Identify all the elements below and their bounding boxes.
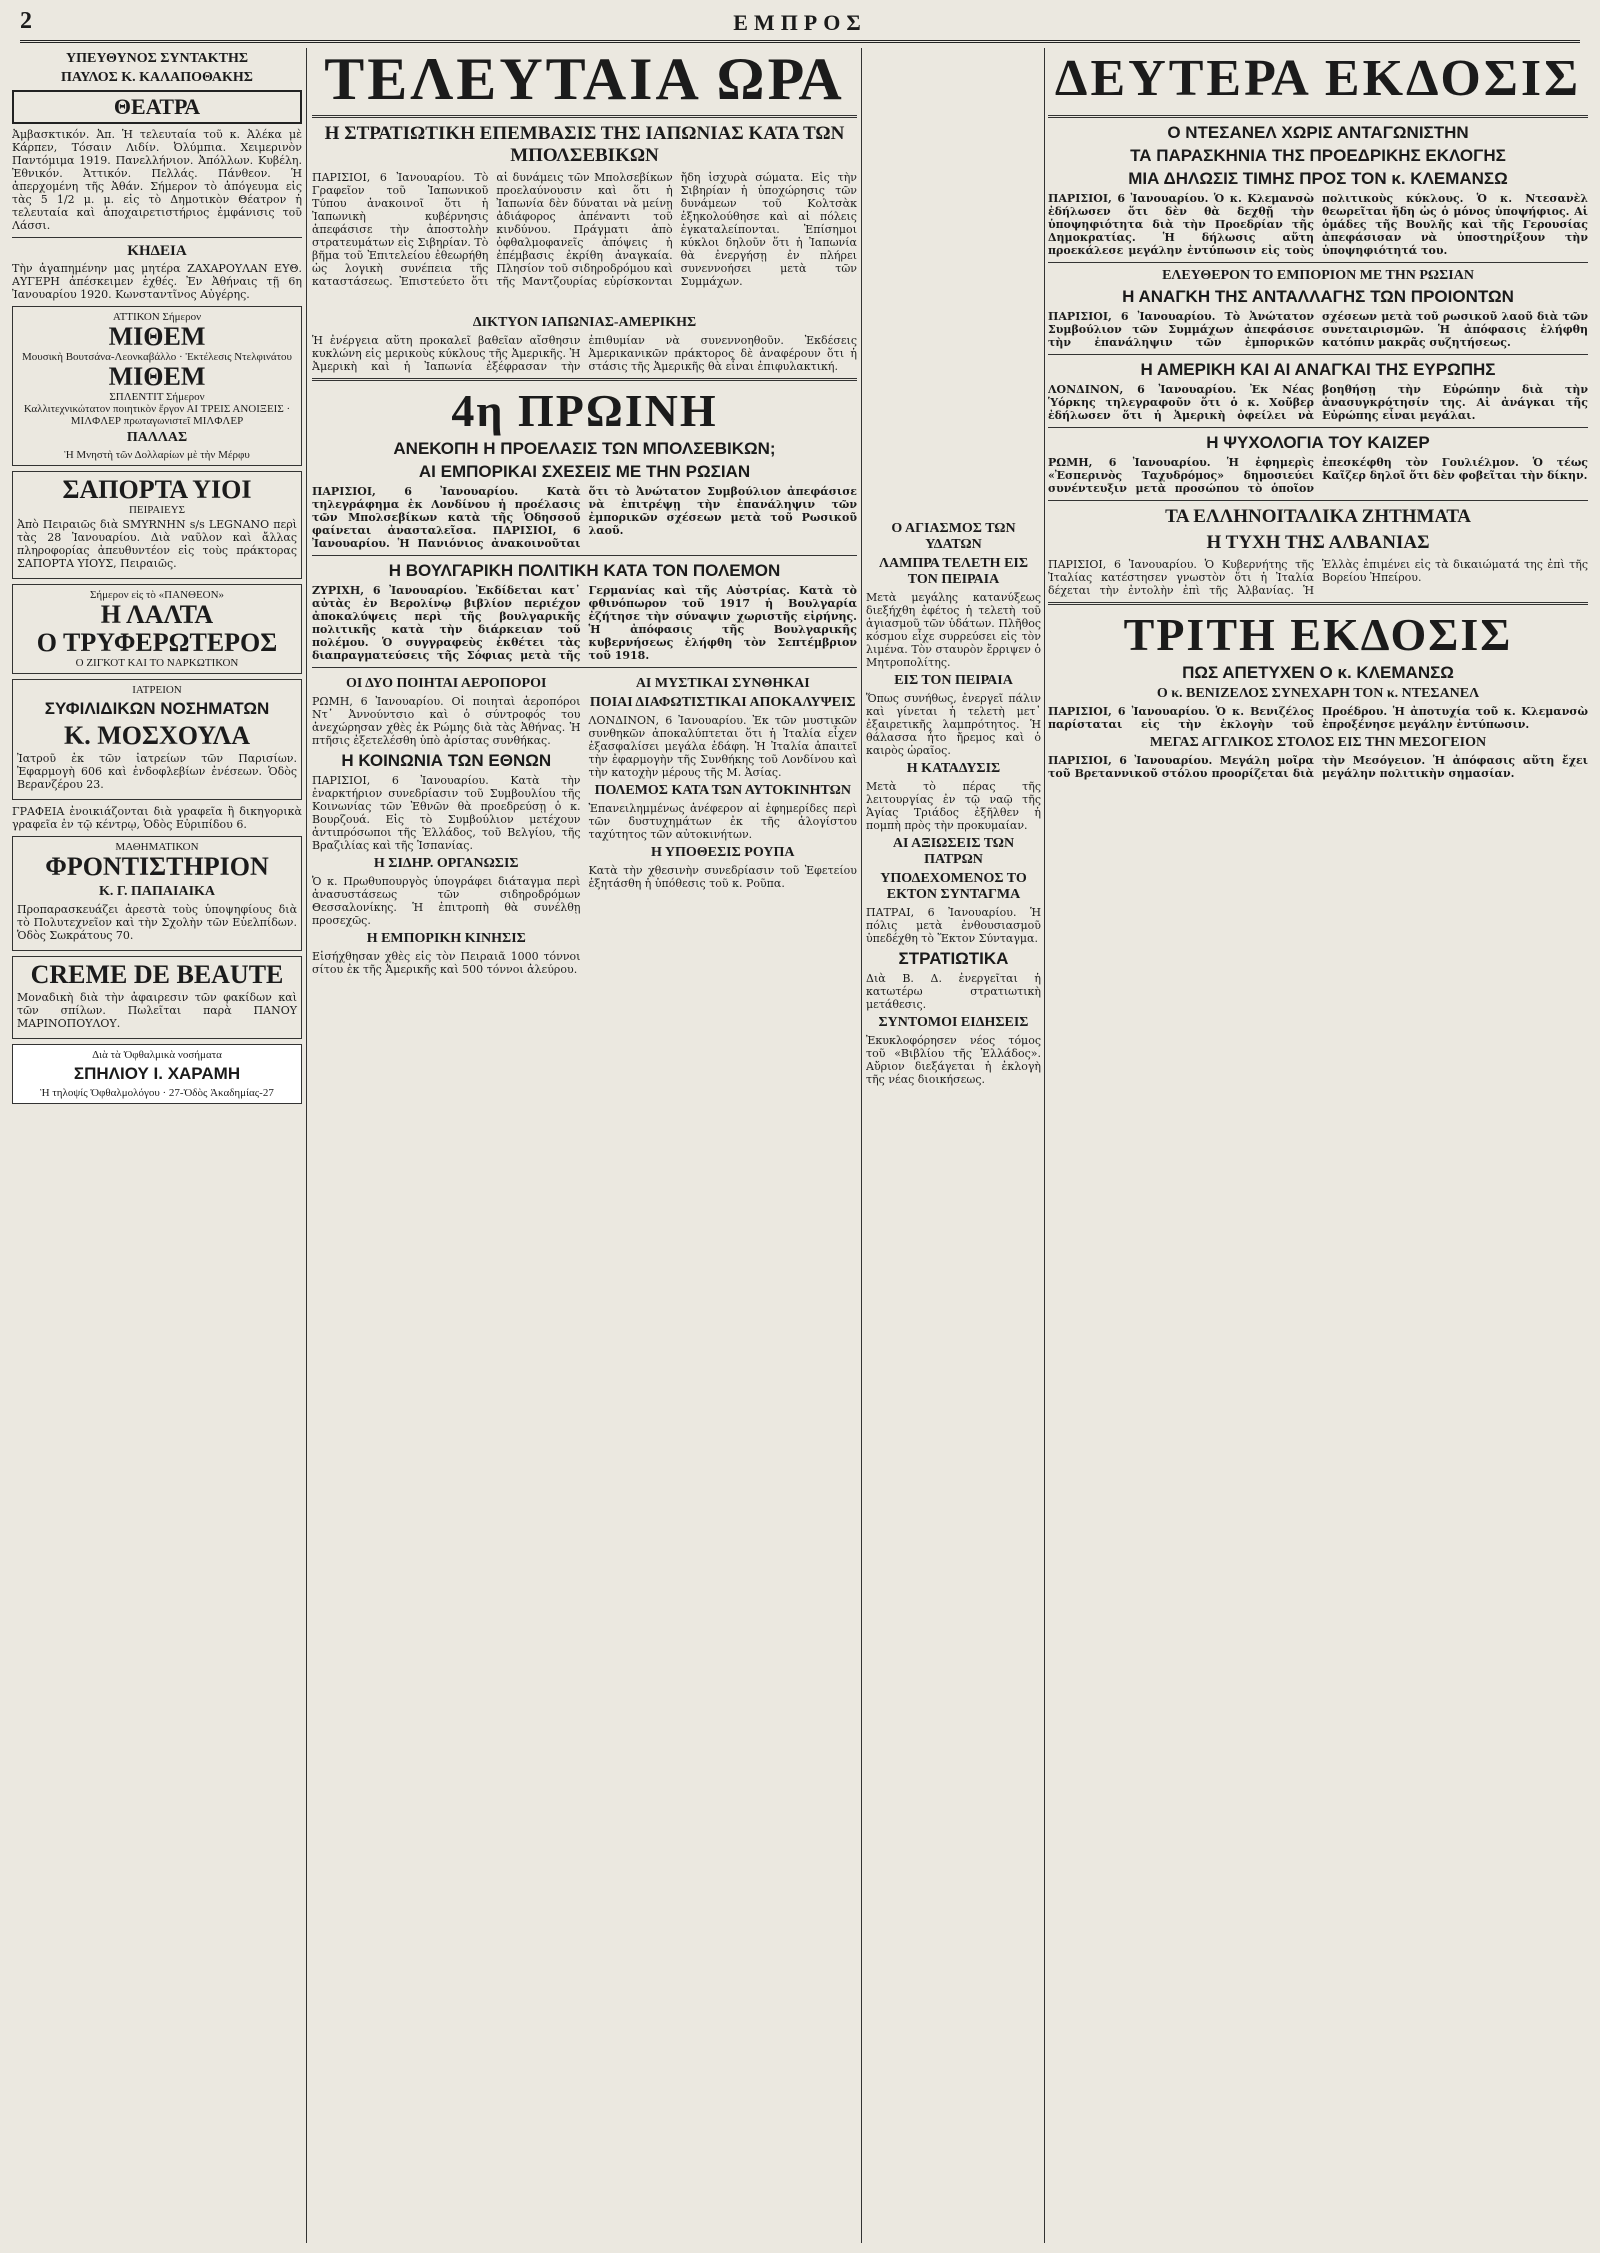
- sapporta-title: ΣΑΠΟΡΤΑ ΥΙΟΙ: [62, 475, 252, 504]
- masthead: [20, 8, 1580, 43]
- ophth-name: ΣΠΗΛΙΟΥ Ι. ΧΑΡΑΜΗ: [73, 1064, 241, 1083]
- boulg-headline: Η ΒΟΥΛΓΑΡΙΚΗ ΠΟΛΙΤΙΚΗ ΚΑΤΑ ΤΟΝ ΠΟΛΕΜΟΝ: [388, 561, 781, 580]
- creme-title: CREME DE BEAUTE: [30, 960, 284, 989]
- trif-sub: Ο ΖΙΓΚΟΤ ΚΑΙ ΤΟ ΝΑΡΚΩΤΙΚΟΝ: [75, 657, 239, 669]
- patron-headline: ΑΙ ΑΞΙΩΣΕΙΣ ΤΩΝ ΠΑΤΡΩΝ: [892, 836, 1015, 867]
- attikon-ad: [12, 306, 302, 466]
- lead-headline: Η ΣΤΡΑΤΙΩΤΙΚΗ ΕΠΕΜΒΑΣΙΣ ΤΗΣ ΙΑΠΩΝΙΑΣ ΚΑΤΑ ΤΩΝ ΜΠΟΛΣΕΒΙΚΩΝ: [324, 123, 845, 166]
- rus-text: ΠΑΡΙΣΙΟΙ, 6 Ἰανουαρίου. Τὸ Ἀνώτατον Συμβούλιον τῶν Συμμάχων ἀπεφάσισε τὴν ἐπανάληψιν τῶν ἐμπορικῶν σχέσεων μετὰ τοῦ ρωσικοῦ λαοῦ διὰ τῶν συνεταιρισμῶν. Ἡ ἀπόφασις ἐλήφθη κατόπιν μακρᾶς συζητήσεως.: [1048, 310, 1588, 349]
- pallas-text: Ἡ Μνηστὴ τῶν Δολλαρίων μὲ τὴν Μέρφυ: [64, 449, 250, 461]
- last-hour-title: ΤΕΛΕΥΤΑΙΑ ΩΡΑ: [324, 48, 845, 112]
- peiraia-headline: ΕΙΣ ΤΟΝ ΠΕΙΡΑΙΑ: [894, 673, 1013, 688]
- editor-label: ΥΠΕΥΘΥΝΟΣ ΣΥΝΤΑΚΤΗΣ: [66, 51, 248, 66]
- second-edition-title: ΔΕΥΤΕΡΑ ΕΚΔΟΣΙΣ: [1054, 50, 1582, 107]
- theatres-text: Ἀμβασκτικόν. Ἀπ. Ἡ τελευταία τοῦ κ. Ἀλέκα μὲ Κάρπεν, Τόσαιν Λιδίν. Ὀλύμπια. Χειμερινὸν Παντόμιμα 1919. Πανελλήνιον. Ἀπόλλων. Κυβέλη. Ἐθνικόν. Ἀττικόν. Πελλάς. Πάνθεον. Ἡ ἀπερχομένη τῆς Ἀθάν. Σήμερον τὸ ἀπόγευμα εἰς τὰς 5 1/2 μ. μ. εἰς τὸ Δημοτικὸν Θέατρον ἡ τελευταία καὶ ἀποχαιρετιστήριος ἐμφάνισις τοῦ Λάσσι.: [12, 128, 302, 232]
- editor-name: ΠΑΥΛΟΣ Κ. ΚΑΛΑΠΟΘΑΚΗΣ: [61, 70, 253, 85]
- sapporta-ad: [12, 471, 302, 579]
- koinonia-text: ΠΑΡΙΣΙΟΙ, 6 Ἰανουαρίου. Κατὰ τὴν ἐναρκτήριον συνεδρίασιν τοῦ Συμβουλίου τῆς Κοινωνίας τῶν Ἐθνῶν θὰ προεδρεύσῃ ὁ κ. Βουρζουά. Εἰς τὸ Συμβούλιον μετέχουν ἀντιπρόσωποι τῆς Ἑλλάδος, τοῦ Βελγίου, τῆς Βραζιλίας καὶ τῆς Ἱσπανίας.: [312, 774, 581, 852]
- poets-text: ΡΩΜΗ, 6 Ἰανουαρίου. Οἱ ποιηταὶ ἀεροπόροι Ντ᾿ Ἀννούντσιο καὶ ὁ σύντροφός του ἀνεχώρησαν χθὲς ἐκ Ρώμης διὰ τὰς Ἀθήνας. Ἡ πτῆσις ἐξετελέσθη ὑπὸ ἀρίστας συνθήκας.: [312, 695, 581, 747]
- katadysis-headline: Η ΚΑΤΑΔΥΣΙΣ: [906, 761, 1001, 776]
- boulg-text: ΖΥΡΙΧΗ, 6 Ἰανουαρίου. Ἐκδίδεται κατ᾿ αὐτὰς ἐν Βερολίνῳ βιβλίον περιέχον ἀποκαλύψεις περὶ τῆς βουλγαρικῆς πολιτικῆς κατὰ τὴν διάρκειαν τοῦ πολέμου. Ὁ συγγραφεὺς ἐκθέτει τὰς διαπραγματεύσεις τῆς Σόφιας μετὰ τῆς Γερμανίας καὶ τῆς Αὐστρίας. Κατὰ τὸ φθινόπωρον τοῦ 1917 ἡ Βουλγαρία ἐζήτησε τὴν σύναψιν χωριστῆς εἰρήνης. Ἡ ἀπόφασις τῆς Βουλγαρικῆς κυβερνήσεως ἐλήφθη τὸν Σεπτέμβριον τοῦ 1918.: [312, 584, 857, 662]
- italika-headline: ΤΑ ΕΛΛΗΝΟΙΤΑΛΙΚΑ ΖΗΤΗΜΑΤΑ: [1165, 506, 1471, 527]
- kinisis-text: Εἰσήχθησαν χθὲς εἰς τὸν Πειραιᾶ 1000 τόννοι σίτου ἐκ τῆς Ἀμερικῆς καὶ 500 τόννοι ἀλεύρου.: [312, 950, 581, 976]
- ophth-text: Ἡ τηλοψίς Ὀφθαλμολόγου · 27-Ὁδὸς Ἀκαδημίας-27: [40, 1087, 274, 1099]
- third-edition-title: ΤΡΙΤΗ ΕΚΔΟΣΙΣ: [1123, 609, 1513, 660]
- peiraia-text: Ὅπως συνήθως, ἐνεργεῖ πάλιν καὶ γίνεται ἡ τελετὴ μετ᾿ ἐξαιρετικῆς λαμπρότητος. Ἡ θάλασσα ἦτο ἤρεμος καὶ ὁ καιρὸς ὡραῖος.: [866, 692, 1041, 757]
- frontist-title: ΦΡΟΝΤΙΣΤΗΡΙΟΝ: [45, 852, 269, 881]
- agiasmos-text: Μετὰ μεγάλης κατανύξεως διεξήχθη ἐφέτος ἡ τελετὴ τοῦ ἁγιασμοῦ τῶν ὑδάτων. Πλῆθος κόσμου εἶχε συρρεύσει εἰς τὸν λιμένα. Τὸν σταυρὸν ἔρριψεν ὁ Μητροπολίτης.: [866, 591, 1041, 669]
- paper-name: ΕΜΠΡΟΣ: [733, 10, 867, 35]
- poets-headline: ΟΙ ΔΥΟ ΠΟΙΗΤΑΙ ΑΕΡΟΠΟΡΟΙ: [346, 676, 547, 691]
- attikon-text: Μουσικὴ Βουτσάνα-Λεονκαβάλλο · Ἐκτέλεσις Ντελφινάτου: [22, 351, 292, 363]
- sidir-headline: Η ΣΙΔΗΡ. ΟΡΓΑΝΩΣΙΣ: [373, 856, 519, 871]
- doctor-name: Κ. ΜΟΣΧΟΥΛΑ: [63, 721, 251, 750]
- polemos-text: Ἐπανειλημμένως ἀνέφερον αἱ ἐφημερίδες περὶ τῶν δυστυχημάτων ἐκ τῆς ἀλογίστου ταχύτητος τῶν αὐτοκινήτων.: [588, 802, 857, 841]
- rus-headline: ΕΛΕΥΘΕΡΟΝ ΤΟ ΕΜΠΟΡΙΟΝ ΜΕ ΤΗΝ ΡΩΣΙΑΝ: [1162, 268, 1474, 283]
- strat-headline: ΣΤΡΑΤΙΩΤΙΚΑ: [898, 949, 1009, 968]
- third-text: ΠΑΡΙΣΙΟΙ, 6 Ἰανουαρίου. Ὁ κ. Βενιζέλος παρίσταται εἰς τὴν ἐκλογὴν τοῦ Προέδρου. Ἡ ἀποτυχία τοῦ κ. Κλεμανσὼ ἐπροξένησε μεγάλην ἐντύπωσιν.: [1048, 705, 1588, 731]
- attikon-title: ΜΙΘΕΜ: [108, 322, 206, 351]
- frontist-name: Κ. Γ. ΠΑΠΑΙΑΙΚΑ: [98, 884, 216, 899]
- right-column: [1048, 48, 1588, 2243]
- right-text1: ΠΑΡΙΣΙΟΙ, 6 Ἰανουαρίου. Ὁ κ. Κλεμανσὼ ἐδήλωσεν ὅτι δὲν θὰ δεχθῇ τὴν ὑποψηφιότητα διὰ τὴν Προεδρίαν τῆς Δημοκρατίας. Ἡ δήλωσις αὕτη προεκάλεσε μεγάλην ἐντύπωσιν εἰς τοὺς πολιτικοὺς κύκλους. Ὁ κ. Ντεσανὲλ θεωρεῖται ἤδη ὡς ὁ μόνος ὑποψήφιος. Αἱ ὁμάδες τῆς Βουλῆς καὶ τῆς Γερουσίας ἀπεφάσισαν νὰ ὑποστηρίξουν τὴν ὑποψηφιότητά του.: [1048, 192, 1588, 257]
- mystikai-headline: ΑΙ ΜΥΣΤΙΚΑΙ ΣΥΝΘΗΚΑΙ: [635, 676, 810, 691]
- middle-column: [866, 48, 1041, 2243]
- proini-sub: ΑΝΕΚΟΠΗ Η ΠΡΟΕΛΑΣΙΣ ΤΩΝ ΜΠΟΛΣΕΒΙΚΩΝ;: [393, 439, 776, 458]
- rouba-text: Κατὰ τὴν χθεσινὴν συνεδρίασιν τοῦ Ἐφετείου ἐξητάσθη ἡ ὑπόθεσις τοῦ κ. Ροῦπα.: [588, 864, 857, 890]
- frontist-label: ΜΑΘΗΜΑΤΙΚΟΝ: [115, 841, 199, 853]
- polemos-headline: ΠΟΛΕΜΟΣ ΚΑΤΑ ΤΩΝ ΑΥΤΟΚΙΝΗΤΩΝ: [594, 783, 851, 798]
- funeral-text: Τὴν ἀγαπημένην μας μητέρα ΖΑΧΑΡΟΥΛΑΝ ΕΥΘ. ΑΥΓΕΡΗ ἀπέσκειμεν ἐχθές. Ἐν Ἀθήναις τῇ 6η Ἰανουαρίου 1920. Κωνσταντῖνος Αὐγέρης.: [12, 262, 302, 301]
- ophth-label: Διὰ τὰ Ὀφθαλμικὰ νοσήματα: [92, 1049, 222, 1061]
- patron-sub: ΥΠΟΔΕΧΟΜΕΝΟΣ ΤΟ ΕΚΤΟΝ ΣΥΝΤΑΓΜΑ: [880, 871, 1027, 902]
- amer-headline: Η ΑΜΕΡΙΚΗ ΚΑΙ ΑΙ ΑΝΑΓΚΑΙ ΤΗΣ ΕΥΡΩΠΗΣ: [1140, 360, 1496, 379]
- third-h2: Ο κ. ΒΕΝΙΖΕΛΟΣ ΣΥΝΕΧΑΡΗ ΤΟΝ κ. ΝΤΕΣΑΝΕΛ: [1156, 686, 1480, 701]
- sidir-text: Ὁ κ. Πρωθυπουργὸς ὑπογράφει διάταγμα περὶ ἀνασυστάσεως τῶν σιδηροδρόμων Θεσσαλονίκης. Ἡ ἐπιτροπὴ θὰ συνέλθῃ προσεχῶς.: [312, 875, 581, 927]
- splendid-text: Καλλιτεχνικώτατον ποιητικὸν ἔργον ΑΙ ΤΡΕΙΣ ΑΝΟΙΞΕΙΣ · ΜΙΛΦΛΕΡ πρωταγωνιστεῖ ΜΙΛΦΛΕΡ: [23, 403, 291, 427]
- doctor-text: Ἰατροῦ ἐκ τῶν ἰατρείων τῶν Παρισίων. Ἐφαρμογὴ 606 καὶ ἐνδοφλεβίων ἐνέσεων. Ὁδὸς Βερανζέρου 23.: [17, 752, 297, 791]
- mystikai-sub: ΠΟΙΑΙ ΔΙΑΦΩΤΙΣΤΙΚΑΙ ΑΠΟΚΑΛΥΨΕΙΣ: [589, 695, 856, 710]
- diktoun-text: Ἡ ἐνέργεια αὕτη προκαλεῖ βαθεῖαν αἴσθησιν κυκλώνη εἰς μερικοὺς κύκλους τῆς Ἀμερικῆς. Ἡ Ἀμερικὴ καὶ ἡ Ἰαπωνία ἐξέφρασαν τὴν ἐπιθυμίαν νὰ συνεννοηθοῦν. Ἐκδέσεις Ἀμερικανικῶν πράκτορος δὲ ἀναφέρουν ὅτι ἡ στάσις τῆς Ἀμερικῆς θὰ εἶναι ἐπιφυλακτική.: [312, 334, 857, 373]
- amer-text: ΛΟΝΔΙΝΟΝ, 6 Ἰανουαρίου. Ἐκ Νέας Ὑόρκης τηλεγραφοῦν ὅτι ὁ κ. Χοῦβερ ἐδήλωσεν ὅτι ἡ Ἀμερικὴ ὀφείλει νὰ βοηθήσῃ τὴν Εὐρώπην διὰ τὴν ἀνασυγκρότησίν της. Αἱ ἀνάγκαι τῆς Εὐρώπης εἶναι μεγάλαι.: [1048, 383, 1588, 422]
- kaiser-headline: Η ΨΥΧΟΛΟΓΙΑ ΤΟΥ ΚΑΙΖΕΡ: [1206, 433, 1430, 452]
- attikon-label: ΑΤΤΙΚΟΝ Σήμερον: [112, 311, 202, 323]
- diktoun-headline: ΔΙΚΤΥΟΝ ΙΑΠΩΝΙΑΣ-ΑΜΕΡΙΚΗΣ: [472, 315, 697, 330]
- clinic-title: ΣΥΦΙΛΙΔΙΚΩΝ ΝΟΣΗΜΑΤΩΝ: [44, 699, 270, 718]
- theatres-title: ΘΕΑΤΡΑ: [12, 90, 302, 124]
- right-h1: Ο ΝΤΕΣΑΝΕΛ ΧΩΡΙΣ ΑΝΤΑΓΩΝΙΣΤΗΝ: [1167, 123, 1469, 142]
- frontist-ad: [12, 836, 302, 951]
- sapporta-sub: ΠΕΙΡΑΙΕΥΣ: [128, 504, 186, 516]
- kaiser-text: ΡΩΜΗ, 6 Ἰανουαρίου. Ἡ ἐφημερὶς «Ἐσπερινὸς Ταχυδρόμος» δημοσιεύει συνέντευξιν μετὰ προσώπου τὸ ὁποῖον ἐπεσκέφθη τὸν Γουλιέλμον. Ὁ τέως Καῖζερ δηλοῖ ὅτι δὲν φοβεῖται τὴν δίκην.: [1048, 456, 1588, 495]
- alvania-text: ΠΑΡΙΣΙΟΙ, 6 Ἰανουαρίου. Ὁ Κυβερνήτης τῆς Ἰταλίας κατέστησεν γνωστὸν ὅτι ἡ Ἰταλία δέχεται τὴν ἐντολὴν ἐπὶ τῆς Ἀλβανίας. Ἡ Ἑλλὰς ἐπιμένει εἰς τὰ δικαιώματά της ἐπὶ τῆς Βορείου Ἠπείρου.: [1048, 558, 1588, 597]
- frontist-text: Προπαρασκευάζει ἀρεστὰ τοὺς ὑποψηφίους διὰ τὸ Πολυτεχνεῖον καὶ τὴν Σχολὴν τῶν Εὐελπίδων. Ὁδὸς Σωκράτους 70.: [17, 903, 297, 942]
- lead-text: ΠΑΡΙΣΙΟΙ, 6 Ἰανουαρίου. Τὸ Γραφεῖον τοῦ Ἰαπωνικοῦ Τύπου ἀνακοινοῖ ὅτι ἡ Ἰαπωνικὴ κυβέρνησις ἀπεφάσισε τὴν ἀποστολὴν στρατευμάτων εἰς Σιβηρίαν. Τὸ βῆμα τοῦ Ἐπιτελείου ἐθεωρήθη ὡς λογικὴ συνέπεια τῆς καταστάσεως. Ἐπιστεύετο ὅτι αἱ δυνάμεις τῶν Μπολσεβίκων προελαύνουσιν καὶ ὅτι ἡ Ἰαπωνία δὲν δύναται νὰ μείνῃ ἀδιάφορος ἀπέναντι τοῦ κινδύνου. Πράγματι ἀπὸ ὀφθαλμοφανεῖς ἀπόψεις ἡ ἐπέμβασις ἐκρίθη ἀναγκαία. Πλησίον τοῦ σιδηροδρόμου καὶ τῆς Μαντζουρίας εὑρίσκονται ἤδη ἰσχυρὰ σώματα. Εἰς τὴν Σιβηρίαν ἡ ὑποχώρησις τῶν δυνάμεων τοῦ Κολτσὰκ ἐξηκολούθησε καὶ αἱ πόλεις ἐγκαταλείπονται. Ἐπίσημοι κύκλοι δηλοῦν ὅτι ἡ Ἰαπωνία θὰ ἐνεργήσῃ ἐν πλήρει συνεννοήσει μετὰ τῶν Συμμάχων.: [312, 171, 857, 288]
- third-h1: ΠΩΣ ΑΠΕΤΥΧΕΝ Ο κ. ΚΛΕΜΑΝΣΩ: [1182, 663, 1454, 682]
- patron-text: ΠΑΤΡΑΙ, 6 Ἰανουαρίου. Ἡ πόλις μετὰ ἐνθουσιασμοῦ ὑπεδέχθη τὸ Ἕκτον Σύνταγμα.: [866, 906, 1041, 945]
- trif-title: Ο ΤΡΥΦΕΡΩΤΕΡΟΣ: [36, 628, 278, 657]
- ophth-ad: [12, 1044, 302, 1104]
- funeral-title: ΚΗΔΕΙΑ: [127, 243, 187, 259]
- proini-title: 4η ΠΡΩΙΝΗ: [451, 385, 718, 436]
- page-number: 2: [20, 8, 32, 34]
- splendid-label: ΣΠΛΕΝΤΙΤ Σήμερον: [109, 391, 205, 403]
- pantheon-label: Σήμερον εἰς τὸ «ΠΑΝΘΕΟΝ»: [89, 589, 225, 601]
- creme-text: Μοναδικὴ διὰ τὴν ἀφαιρεσιν τῶν φακίδων καὶ τῶν σπίλων. Πωλεῖται παρὰ ΠΑΝΟΥ ΜΑΡΙΝΟΠΟΥΛΟΥ.: [17, 991, 297, 1030]
- strat-text: Διὰ Β. Δ. ἐνεργεῖται ἡ κατωτέρω στρατιωτικὴ μετάθεσις.: [866, 972, 1041, 1011]
- creme-ad: [12, 956, 302, 1039]
- clinic-label: ΙΑΤΡΕΙΟΝ: [132, 684, 182, 696]
- lalta-title: Η ΛΑΛΤΑ: [100, 600, 214, 629]
- koinonia-headline: Η ΚΟΙΝΩΝΙΑ ΤΩΝ ΕΘΝΩΝ: [341, 751, 552, 770]
- rouba-headline: Η ΥΠΟΘΕΣΙΣ ΡΟΥΠΑ: [651, 845, 795, 860]
- left-column: [12, 48, 302, 2243]
- kinisis-headline: Η ΕΜΠΟΡΙΚΗ ΚΙΝΗΣΙΣ: [366, 931, 526, 946]
- pallas-label: ΠΑΛΛΑΣ: [126, 430, 188, 445]
- attikon-title-2: ΜΙΘΕΜ: [108, 362, 206, 391]
- emporikai-text: ΠΑΡΙΣΙΟΙ, 6 Ἰανουαρίου. Κατὰ τηλεγράφημα ἐκ Λονδίνου ἡ προέλασις τῶν Μπολσεβίκων κατὰ τῆς Ὁδησσοῦ φαίνεται ἀνασταλεῖσα. ΠΑΡΙΣΙΟΙ, 6 Ἰανουαρίου. Ἡ Πανιόνιος ἀνακοινοῦται ὅτι τὸ Ἀνώτατον Συμβούλιον ἀπεφάσισε νὰ ἐπιτρέψῃ τὴν ἐπανάληψιν τῶν ἐμπορικῶν σχέσεων μετὰ τοῦ Ρωσικοῦ λαοῦ.: [312, 485, 857, 550]
- agiasmos-headline: Ο ΑΓΙΑΣΜΟΣ ΤΩΝ ΥΔΑΤΩΝ: [891, 521, 1016, 552]
- pantheon-ad: [12, 584, 302, 674]
- clinic-ad: [12, 679, 302, 800]
- eid-text: Ἐκυκλοφόρησεν νέος τόμος τοῦ «Βιβλίου τῆς Ἑλλάδος». Αὔριον διεξάγεται ἡ ἐκλογὴ τῆς νέας διοικήσεως.: [866, 1034, 1041, 1086]
- eid-headline: ΣΥΝΤΟΜΟΙ ΕΙΔΗΣΕΙΣ: [878, 1015, 1029, 1030]
- emporikai-headline: ΑΙ ΕΜΠΟΡΙΚΑΙ ΣΧΕΣΕΙΣ ΜΕ ΤΗΝ ΡΩΣΙΑΝ: [418, 462, 751, 481]
- sapporta-text: Ἀπὸ Πειραιῶς διὰ SMYRNHN s/s LEGNANO περὶ τὰς 28 Ἰανουαρίου. Διὰ ναῦλον καὶ ἄλλας πληροφορίας ἀπευθυντέον εἰς τοὺς πράκτορας ΣΑΠΟΡΤΑ ΥΙΟΥΣ, Πειραιῶς.: [17, 518, 297, 570]
- stolos-text: ΠΑΡΙΣΙΟΙ, 6 Ἰανουαρίου. Μεγάλη μοῖρα τοῦ Βρεταννικοῦ στόλου προορίζεται διὰ τὴν Μεσόγειον. Ἡ ἀπόφασις αὕτη ἔχει μεγάλην πολιτικὴν σημασίαν.: [1048, 754, 1588, 780]
- katadysis-text: Μετὰ τὸ πέρας τῆς λειτουργίας ἐν τῷ ναῷ τῆς Ἁγίας Τριάδος ἐξῆλθεν ἡ πομπὴ πρὸς τὴν προκυμαίαν.: [866, 780, 1041, 832]
- center-column: [312, 48, 857, 2243]
- mystikai-text: ΛΟΝΔΙΝΟΝ, 6 Ἰανουαρίου. Ἐκ τῶν μυστικῶν συνθηκῶν ἀποκαλύπτεται ὅτι ἡ Ἰταλία εἶχεν ἐξασφαλίσει μεγάλα ἐδάφη. Ἡ Ἰταλία ἀπαιτεῖ τὴν ἐφαρμογὴν τῆς Συνθήκης τοῦ Λονδίνου καὶ τὴν κατοχὴν μέρους τῆς Μ. Ἀσίας.: [588, 714, 857, 779]
- stolos-headline: ΜΕΓΑΣ ΑΓΓΛΙΚΟΣ ΣΤΟΛΟΣ ΕΙΣ ΤΗΝ ΜΕΣΟΓΕΙΟΝ: [1149, 735, 1487, 750]
- rus-sub: Η ΑΝΑΓΚΗ ΤΗΣ ΑΝΤΑΛΛΑΓΗΣ ΤΩΝ ΠΡΟΙΟΝΤΩΝ: [1122, 287, 1514, 306]
- right-h3: ΜΙΑ ΔΗΛΩΣΙΣ ΤΙΜΗΣ ΠΡΟΣ ΤΟΝ κ. ΚΛΕΜΑΝΣΩ: [1128, 169, 1508, 188]
- offices-text: ΓΡΑΦΕΙΑ ἐνοικιάζονται διὰ γραφεῖα ἢ δικηγορικὰ γραφεῖα ἐν τῷ κέντρῳ, Ὁδὸς Εὐριπίδου 6.: [12, 805, 302, 831]
- agiasmos-sub: ΛΑΜΠΡΑ ΤΕΛΕΤΗ ΕΙΣ ΤΟΝ ΠΕΙΡΑΙΑ: [878, 556, 1029, 587]
- right-h2: ΤΑ ΠΑΡΑΣΚΗΝΙΑ ΤΗΣ ΠΡΟΕΔΡΙΚΗΣ ΕΚΛΟΓΗΣ: [1130, 146, 1506, 165]
- alvania-headline: Η ΤΥΧΗ ΤΗΣ ΑΛΒΑΝΙΑΣ: [1206, 532, 1430, 553]
